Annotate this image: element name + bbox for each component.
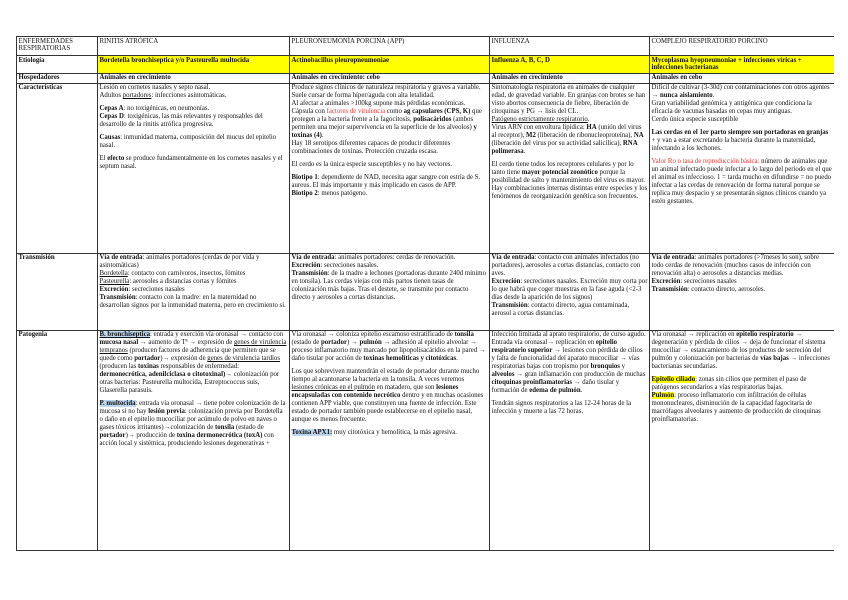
- caracteristicas-complejo: [650, 83, 835, 253]
- text: Excreción: [99, 286, 129, 294]
- text: : animales portadores (cerdas de por vida y asintomáticas): [99, 254, 260, 270]
- text: : dependiente de NAD, necesita agar sangre con estría de S. aureus. El más importante y más implicado en casos de APP.: [291, 173, 481, 189]
- transmision-influenza: [490, 253, 650, 330]
- header-complejo: COMPLEJO RESPIRATORIO PORCINO: [650, 37, 835, 56]
- hospedadores-influenza: Animales en crecimiento: [490, 73, 650, 83]
- text: bronquios: [590, 363, 620, 371]
- text: Epitelio ciliado: [651, 376, 696, 383]
- text: Transmisión: [99, 294, 136, 301]
- header-enfermedades: ENFERMEDADES RESPIRATORIAS: [17, 37, 98, 56]
- text: toxinas: [138, 363, 159, 371]
- text: : secreciones nasales.: [320, 262, 379, 270]
- text: número de animales que un animal infectado puede infectar a lo largo del periodo en el que el animal es infeccioso. 1 = tarda mucho en difundirse = no puedo infectar a las cerdas de renovación de forma natural porque se replica muy despacio y se presentarán signos clínicos cuando ya estén gestantes.: [651, 157, 832, 205]
- respiratory-diseases-table: [16, 36, 834, 551]
- text: (liberación del virus por su actividad salicílica),: [491, 139, 623, 147]
- text: Cerdo única especie susceptible: [651, 116, 739, 124]
- text: toxinas hemolíticas y citotóxicas: [363, 355, 457, 363]
- text: → lesiones con pérdida de cilios y falta de funcionalidad del aparato mucociliar → vías respiratorias bajas con tropismo por: [491, 347, 643, 371]
- row-patogenia: [17, 330, 835, 550]
- patogenia-influenza: [490, 330, 650, 550]
- text: Vía de entrada: [491, 254, 535, 262]
- text: : animales portadores (>7meses lo son), sobre todo cerdas de renovación (muchos casos de infección con renovación alta) o aerosoles a distancias medias.: [651, 254, 819, 278]
- text: Biotipo 2: [291, 189, 318, 197]
- text: Sintomatología respiratoria en animales de cualquier edad, de gravedad variable. En granjas con brotes se han visto abortos consecuencia de fiebre, liberación de citoquinas y PG → lisis del CL.: [491, 84, 646, 116]
- text: Transmisión: [491, 301, 528, 309]
- text: .: [523, 147, 526, 155]
- text: Cepas D: [99, 113, 124, 121]
- text: Cepas A: [99, 105, 124, 113]
- text: .: [580, 386, 583, 394]
- text: lesiones encapsuladas con contenido necrótico: [291, 383, 459, 399]
- patogenia-complejo: [650, 330, 835, 550]
- text: → adhesión al epitelio alveolar → proceso inflamatorio muy marcado por lipopolisacáridos en la pared → daño tisular por acción de: [291, 339, 486, 363]
- text: Suele cursar de forma híper/aguda con alta letalidad.: [291, 92, 435, 100]
- text: portadores: [122, 92, 152, 100]
- text: Bordetella: [99, 270, 128, 278]
- text: factores de virulencia: [326, 108, 386, 116]
- text: muy citotóxica y hemolítica, la más agresiva.: [332, 428, 457, 436]
- text: Vía oronasal → coloniza epitelio escamoso estratificado de: [291, 331, 455, 339]
- text: El cerdo tiene todos los receptores celulares y por lo tanto tiene: [491, 160, 634, 176]
- text: )→ expresión de: [160, 355, 208, 363]
- caracteristicas-influenza: [490, 83, 650, 253]
- text: y: [619, 363, 626, 371]
- row-transmision: [17, 253, 835, 330]
- text: polisacáridos: [413, 116, 452, 124]
- caracteristicas-app: [290, 83, 490, 253]
- text: RNA polimerasa: [491, 139, 638, 155]
- text: Virus ARN con envoltura lipídica:: [491, 124, 587, 131]
- document-page: [16, 36, 834, 588]
- text: : no toxigénicas, en neumonías.: [123, 105, 210, 113]
- text: : aerosoles a distancias cortas y fómites: [129, 278, 237, 286]
- text: portador: [320, 339, 348, 347]
- row-hospedadores: [17, 73, 835, 83]
- text: Infección limitada al aprato respiratorio, de curso agudo. Entrada vía oronasal→ replicación en: [491, 331, 646, 347]
- text: : secreciones nasales: [128, 286, 185, 294]
- text: : contacto con animales infectados (no portadores), aerosoles a cortas distancias, contacto con aves.: [491, 254, 641, 278]
- row-label-caracteristicas: Características: [17, 83, 98, 253]
- text: Patógeno estrictamente respiratorio: [491, 116, 588, 124]
- text: (unión del virus al receptor),: [491, 124, 642, 139]
- text: ) →: [347, 339, 360, 347]
- text: : secreciones nasales: [680, 278, 737, 286]
- text: lesiones crónicas en el pulmón: [291, 383, 375, 391]
- text: → aumento de Tª → expresión de: [138, 339, 234, 347]
- text: Cápsula con: [291, 108, 327, 116]
- text: → infecciones bacterianas secundarias.: [651, 355, 830, 371]
- text: (liberación de ribonucleoproteína),: [535, 131, 634, 139]
- text: Difícil de cultivar (3-30d) con contaminaciones con otros agentes →: [651, 84, 830, 100]
- text: : proceso inflamatorio con infiltración de células mononucleares, disminución de la capacidad fagocitaria de macrófagos alveolares y aumento de producción de citoquinas proinflamatorias.: [651, 391, 821, 423]
- text: nunca aislamiento: [660, 92, 713, 100]
- text: B. bronchiseptica: [99, 331, 150, 339]
- text: HA: [586, 124, 597, 131]
- text: (estado de: [234, 423, 264, 431]
- text: : de la madre a lechones (portadoras durante 240d mínimo en tonsila). Las cerdas viejas con más partos tienen tasas de colonización más bajas. Tras el destete, se transmite por contacto directo y aerosoles a cortas distancias.: [291, 270, 486, 301]
- text: Hay 18 serotipos diferentes capaces de producir diferentes combinaciones de toxinas. Protección cruzada escasa.: [291, 139, 451, 155]
- text: portador: [99, 431, 126, 439]
- text: genes de virulencia tardíos: [207, 355, 280, 363]
- text: responsables de enfermedad:: [158, 363, 240, 371]
- text: )→ producción de: [125, 431, 177, 439]
- text: lesión previa: [148, 407, 185, 415]
- text: NA: [633, 131, 644, 139]
- text: Transmisión: [291, 270, 328, 278]
- hospedadores-rinitis: Animales en crecimiento: [98, 73, 290, 83]
- etiologia-app: Actinobacillus pleuropneumoniae: [290, 56, 490, 74]
- patogenia-app: [290, 330, 490, 550]
- transmision-app: [290, 253, 490, 330]
- text: P. multocida: [99, 399, 136, 407]
- text: Biotipo 1: [291, 173, 318, 181]
- row-etiologia: [17, 56, 835, 74]
- text: genes de virulencia tempranos: [99, 339, 287, 355]
- text: Transmisión: [651, 286, 688, 294]
- text: efecto: [107, 154, 125, 162]
- etiologia-influenza: Influenza A, B, C, D: [490, 56, 650, 74]
- text: Los que sobreviven mantendrán el estado de portador durante mucho tiempo al acantonarse la bacteria en la tonsila. A veces veremos: [291, 368, 480, 383]
- text: : animales portadores: cerdas de renovación.: [334, 254, 456, 262]
- text: con acción local y sistémica, produciendo lesiones degenerativas +: [99, 431, 274, 447]
- text: → degeneración y pérdida de cilios → deja de funcionar el sistema mucociliar → estancamiento de los productos de secreción del pulmón y colonización por bacterias de: [651, 331, 826, 363]
- hospedadores-app: Animales en crecimiento: cebo: [290, 73, 490, 83]
- text: (ambos permiten una mejor supervivencia en la superficie de los alveolos): [291, 116, 474, 131]
- text: Vía de entrada: [651, 254, 695, 262]
- transmision-complejo: [650, 253, 835, 330]
- text: Al afectar a animales >100kg supone más pérdidas económicas.: [291, 100, 466, 108]
- text: mucosa nasal: [99, 339, 139, 347]
- text: : toxigénicas, las más relevantes y responsables del desarrollo de la rinitis atrófica progresiva.: [99, 113, 263, 129]
- text: M2: [526, 131, 536, 139]
- text: Vía oronasal → replicación en: [651, 331, 737, 339]
- text: edema de pulmón: [529, 386, 581, 394]
- text: → daño tisular y formación de: [491, 378, 620, 394]
- hospedadores-complejo: Animales en cebo: [650, 73, 835, 83]
- text: como: [385, 108, 404, 116]
- text: Adultos: [99, 92, 123, 100]
- text: epitelio respiratorio: [736, 331, 794, 339]
- text: dentro y en muchas ocasiones contienen APP viable, que constituyen una fuente de infección. Este estado de portador también puede establecerse en el epitelio nasal, aunque es menos frecuente.: [291, 391, 484, 423]
- row-caracteristicas: [17, 83, 835, 253]
- text: ag capsulares (CPS, K): [403, 108, 471, 116]
- text: portador: [134, 355, 161, 363]
- text: .: [456, 355, 458, 363]
- text: dermonecrótica, adenilciclasa o citotoxinal): [99, 371, 226, 378]
- text: toxina dermonecrótica (toxA): [176, 431, 263, 439]
- text: Excreción: [291, 262, 321, 270]
- text: (estado de: [291, 339, 321, 347]
- text: (producen factores de adherencia que permiten que se quede como: [99, 347, 276, 363]
- text: se produce fundamentalmente en los cornetes nasales y el septum nasal.: [99, 154, 283, 170]
- header-rinitis: RINITIS ATRÓFICA: [98, 37, 290, 56]
- text: Excreción: [491, 278, 521, 286]
- text: Tendrán signos respiratorios a las 12-24 horas de la infección y muerte a las 72 horas.: [491, 399, 632, 415]
- text: Lesión en cornetes nasales y septo nasal.: [99, 84, 211, 92]
- row-label-etiologia: Etiología: [17, 56, 98, 74]
- text: en matadero, que son: [374, 383, 437, 391]
- text: Causas: [99, 134, 121, 141]
- text: y toxinas (4): [291, 124, 477, 139]
- text: tonsila: [215, 423, 235, 431]
- text: : contacto directo, aerosoles.: [687, 286, 766, 294]
- text: : contacto con la madre: en la maternidad no desarrollan signos por la inmunidad materna, pero en crecimiento sí.: [99, 294, 286, 309]
- text: vías bajas: [760, 355, 789, 363]
- text: citoquinas proinflamatorias: [491, 378, 573, 386]
- text: Las cerdas en el 1er parto siempre son portadoras en granjas: [651, 129, 829, 136]
- text: Vía de entrada: [291, 254, 335, 262]
- text: (producen las: [99, 363, 139, 371]
- table-header-row: [17, 37, 835, 56]
- header-app: PLEURONEUMONÍA PORCINA (APP): [290, 37, 490, 56]
- text: mayor potencial zoonótico: [521, 168, 598, 176]
- text: tonsila: [454, 331, 474, 339]
- text: Vía de entrada: [99, 254, 143, 262]
- text: epitelio respiratorio superior: [491, 339, 618, 355]
- text: El: [99, 154, 108, 162]
- text: Produce signos clínicos de naturaleza respiratoria y graves a variable.: [291, 84, 481, 92]
- text: .: [321, 131, 324, 139]
- text: : entrada vía oronasal → tiene pobre colonización de la mucosa si no hay: [99, 399, 286, 415]
- text: Gran variabilidad genómica y antigénica que condiciona la eficacia de vacunas basadas en cepas muy antiguas.: [651, 100, 812, 116]
- text: : contacto directo, agua contaminada, aerosol a cortas distancias.: [491, 301, 630, 317]
- caracteristicas-rinitis: [98, 83, 290, 253]
- text: : colonización previa por Bordetella o daño en el epitelio mucociliar por acúmulo de polvo en naves o gases tóxicos irritantes)→colonización de: [99, 407, 283, 431]
- row-label-hospedadores: Hospedadores: [17, 73, 98, 83]
- text: Pulmón: [651, 391, 675, 399]
- text: porque la posibilidad de salto y mantenimiento del virus es mayor. Hay combinaciones internas distintas entre especies y los fenómenos de reorganización genética son frecuentes.: [491, 168, 648, 200]
- text: + y van a estar excretando la bacteria durante la maternidad, infectando a los lechones.: [651, 136, 816, 152]
- row-label-transmision: Transmisión: [17, 253, 98, 330]
- transmision-rinitis: [98, 253, 290, 330]
- row-label-patogenia: Patogenia: [17, 330, 98, 550]
- text: Valor Ro o tasa de reproducción básica:: [651, 157, 760, 165]
- text: Pasteurella: [99, 278, 130, 286]
- text: .: [587, 116, 590, 124]
- text: : contacto con carnívoros, insectos, fómites: [127, 270, 246, 278]
- text: : infecciones asintomáticas.: [151, 92, 227, 100]
- text: : inmunidad materna, composición del mucus del epitelio nasal.: [99, 134, 277, 149]
- patogenia-rinitis: [98, 330, 290, 550]
- text: : zonas sin cilios que permiten el paso de patógenos secundarios a vías respiratorias bajas.: [651, 376, 807, 391]
- etiologia-rinitis: Bordetella bronchiseptica y/o Pasteurella multocida: [98, 56, 290, 74]
- text: Excreción: [651, 278, 681, 286]
- text: : entrada y exerción vía oronasal → contacto con: [149, 331, 284, 339]
- etiologia-complejo: Mycoplasma hyopneumoniae + infecciones víricas + infecciones bacterianas: [650, 56, 835, 74]
- text: alveolos: [491, 371, 515, 378]
- text: .: [712, 92, 715, 100]
- text: : menos patógeno.: [317, 189, 368, 197]
- text: : secreciones nasales. Excreción muy corta por lo que habrá que coger muestras en la fase aguda (<2-3 días desde la aparición de los signos): [491, 278, 648, 301]
- header-influenza: INFLUENZA: [490, 37, 650, 56]
- text: → colonización por otras bacterias: Pasteurella multocida, Estreptococcus suis, Glaserella parasuis.: [99, 371, 280, 394]
- text: pulmón: [359, 339, 382, 347]
- text: El cerdo es la única especie susceptibles y no hay vectores.: [291, 160, 453, 168]
- text: que protegen a la bacteria frente a la fagocitosis,: [291, 108, 482, 124]
- text: Toxina APX1:: [291, 428, 333, 436]
- text: → gran inflamación con producción de muchas: [514, 371, 646, 378]
